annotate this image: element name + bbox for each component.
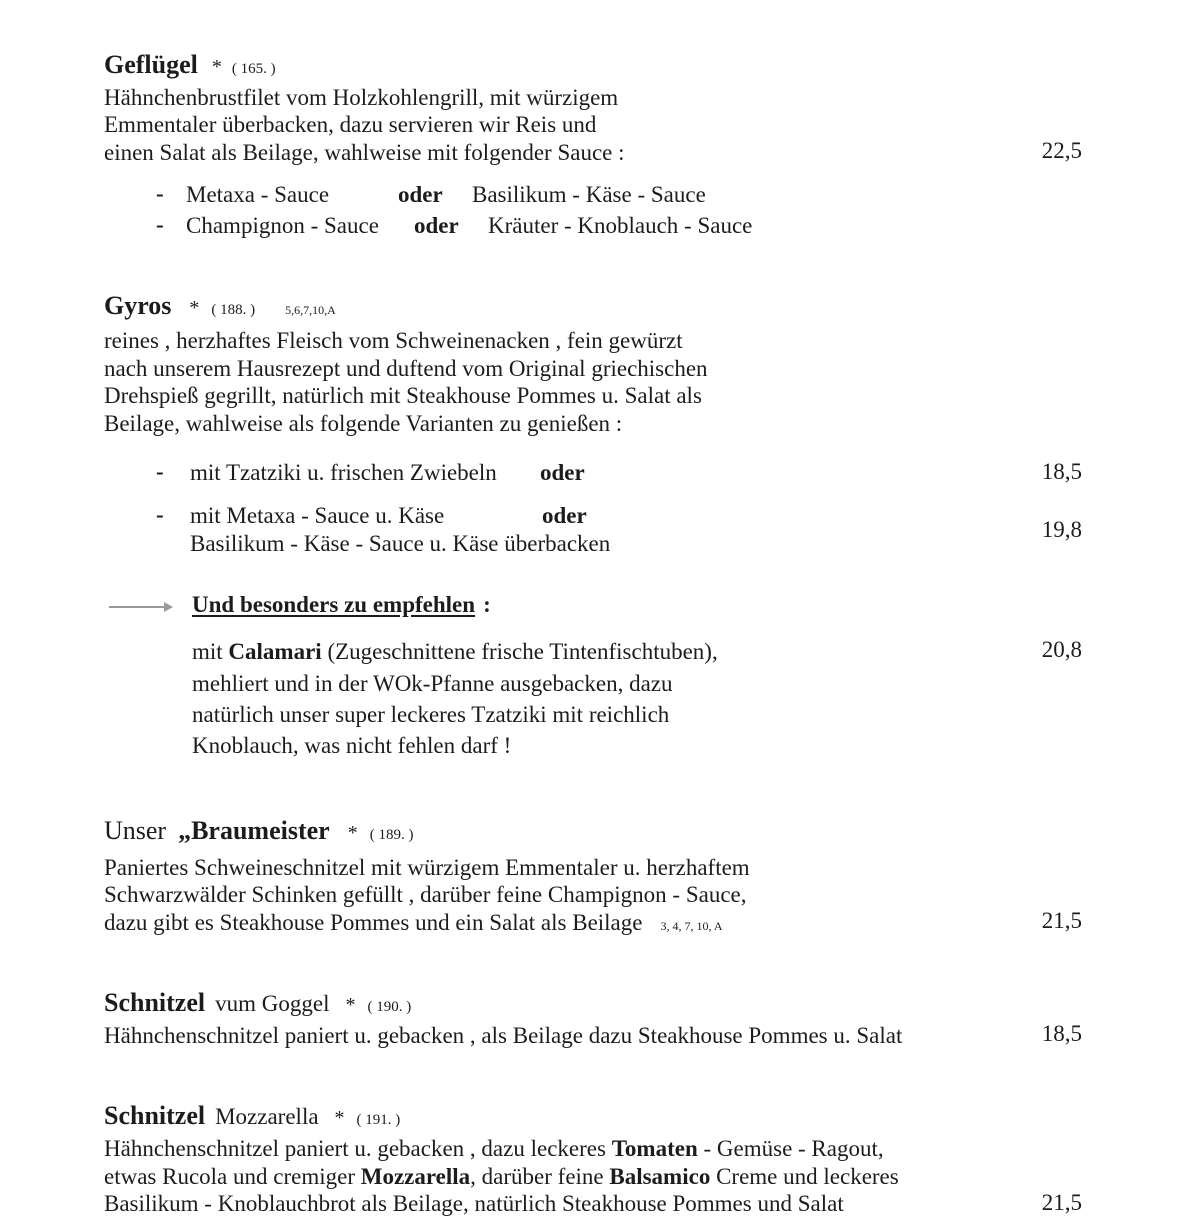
dish-description-line: Schwarzwälder Schinken gefüllt , darüber feine Champignon - Sauce, bbox=[104, 882, 747, 907]
option-dash: - bbox=[156, 181, 164, 206]
dish-description-line: reines , herzhaftes Fleisch vom Schweinenacken , fein gewürzt bbox=[104, 328, 683, 353]
recommend-colon: : bbox=[483, 592, 491, 617]
dish-price: 18,5 bbox=[1041, 459, 1082, 484]
dish-description-line: Paniertes Schweineschnitzel mit würzigem Emmentaler u. herzhaftem bbox=[104, 855, 750, 880]
option-text: Kräuter - Knoblauch - Sauce bbox=[488, 213, 753, 238]
dish-description-line: dazu gibt es Steakhouse Pommes und ein Salat als Beilage bbox=[104, 910, 643, 935]
recommend-heading bbox=[192, 591, 491, 619]
text-highlight: Mozzarella bbox=[360, 1164, 471, 1189]
recommend-line-1 bbox=[192, 638, 718, 666]
dish-price: 21,5 bbox=[1041, 1190, 1082, 1215]
recommend-line: mehliert und in der WOk-Pfanne ausgebacken, dazu bbox=[192, 671, 673, 696]
arrow-icon bbox=[108, 601, 174, 613]
dish-title: Schnitzel bbox=[104, 988, 206, 1017]
option-oder: oder bbox=[414, 213, 459, 238]
dish-description-line: nach unserem Hausrezept und duftend vom Original griechischen bbox=[104, 356, 708, 381]
star-marker: * bbox=[347, 822, 358, 844]
dish-description-line: Hähnchenschnitzel paniert u. gebacken , als Beilage dazu Steakhouse Pommes u. Salat bbox=[104, 1023, 903, 1048]
option-text: Champignon - Sauce bbox=[186, 213, 379, 238]
text-highlight: Tomaten bbox=[611, 1136, 698, 1161]
mozzarella-line-1 bbox=[104, 1135, 884, 1163]
dish-price: 18,5 bbox=[1041, 1021, 1082, 1046]
dish-price: 21,5 bbox=[1041, 908, 1082, 933]
gefluegel-header bbox=[104, 50, 276, 80]
gyros-header bbox=[104, 291, 336, 321]
dish-number: ( 191. ) bbox=[356, 1112, 401, 1128]
dish-title: Schnitzel bbox=[104, 1101, 206, 1130]
recommend-highlight: Calamari bbox=[228, 639, 322, 664]
text-fragment: - Gemüse - Ragout, bbox=[703, 1136, 884, 1161]
recommend-line: natürlich unser super leckeres Tzatziki mit reichlich bbox=[192, 702, 670, 727]
text-fragment: , darüber feine bbox=[470, 1164, 604, 1189]
allergen-codes: 5,6,7,10,A bbox=[285, 303, 336, 317]
text-fragment: Creme und leckeres bbox=[716, 1164, 899, 1189]
star-marker: * bbox=[345, 994, 356, 1016]
dish-subtitle: vum Goggel bbox=[215, 991, 330, 1016]
text-highlight: Balsamico bbox=[609, 1164, 711, 1189]
option-text: Metaxa - Sauce bbox=[186, 182, 330, 207]
dish-title: „Braumeister bbox=[178, 816, 330, 845]
braumeister-last-line bbox=[104, 909, 723, 937]
dish-title: Geflügel bbox=[104, 50, 198, 79]
option-dash: - bbox=[156, 212, 164, 237]
option-text: mit Metaxa - Sauce u. Käse bbox=[190, 503, 445, 528]
dish-number: ( 188. ) bbox=[211, 302, 256, 318]
dish-description-line: einen Salat als Beilage, wahlweise mit folgender Sauce : bbox=[104, 140, 625, 165]
option-dash: - bbox=[156, 459, 164, 484]
dish-description-line: Beilage, wahlweise als folgende Varianten zu genießen : bbox=[104, 411, 623, 436]
option-oder: oder bbox=[398, 182, 443, 207]
option-text: Basilikum - Käse - Sauce bbox=[472, 182, 706, 207]
star-marker: * bbox=[189, 297, 200, 319]
recommend-rest: (Zugeschnittene frische Tintenfischtuben), bbox=[327, 639, 718, 664]
dish-price: 20,8 bbox=[1041, 637, 1082, 662]
allergen-codes: 3, 4, 7, 10, A bbox=[660, 919, 723, 933]
dish-description-line: Hähnchenbrustfilet vom Holzkohlengrill, mit würzigem bbox=[104, 85, 619, 110]
dish-price: 22,5 bbox=[1041, 138, 1082, 163]
option-dash: - bbox=[156, 502, 164, 527]
schnitzel-mozzarella-header bbox=[104, 1101, 400, 1131]
dish-prefix: Unser bbox=[104, 816, 167, 845]
recommend-label: Und besonders zu empfehlen bbox=[192, 592, 476, 617]
dish-description-line: Emmentaler überbacken, dazu servieren wir Reis und bbox=[104, 112, 597, 137]
text-fragment: Hähnchenschnitzel paniert u. gebacken , dazu leckeres bbox=[104, 1136, 606, 1161]
option-oder: oder bbox=[540, 460, 585, 485]
mozzarella-line-2 bbox=[104, 1163, 899, 1191]
braumeister-header bbox=[104, 816, 413, 846]
mozzarella-line-3: Basilikum - Knoblauchbrot als Beilage, natürlich Steakhouse Pommes und Salat bbox=[104, 1191, 844, 1216]
star-marker: * bbox=[211, 56, 222, 78]
text-fragment: etwas Rucola und cremiger bbox=[104, 1164, 355, 1189]
option-oder: oder bbox=[542, 503, 587, 528]
dish-price: 19,8 bbox=[1041, 517, 1082, 542]
dish-title: Gyros bbox=[104, 291, 172, 320]
recommend-prefix: mit bbox=[192, 639, 223, 664]
schnitzel-goggel-header bbox=[104, 988, 411, 1018]
dish-number: ( 190. ) bbox=[367, 999, 412, 1015]
option-text: mit Tzatziki u. frischen Zwiebeln bbox=[190, 460, 497, 485]
dish-number: ( 165. ) bbox=[231, 61, 276, 77]
dish-description-line: Drehspieß gegrillt, natürlich mit Steakhouse Pommes u. Salat als bbox=[104, 383, 702, 408]
star-marker: * bbox=[334, 1107, 345, 1129]
option-text: Basilikum - Käse - Sauce u. Käse überbacken bbox=[190, 531, 611, 556]
dish-number: ( 189. ) bbox=[369, 827, 414, 843]
dish-subtitle: Mozzarella bbox=[215, 1104, 319, 1129]
recommend-line: Knoblauch, was nicht fehlen darf ! bbox=[192, 733, 512, 758]
